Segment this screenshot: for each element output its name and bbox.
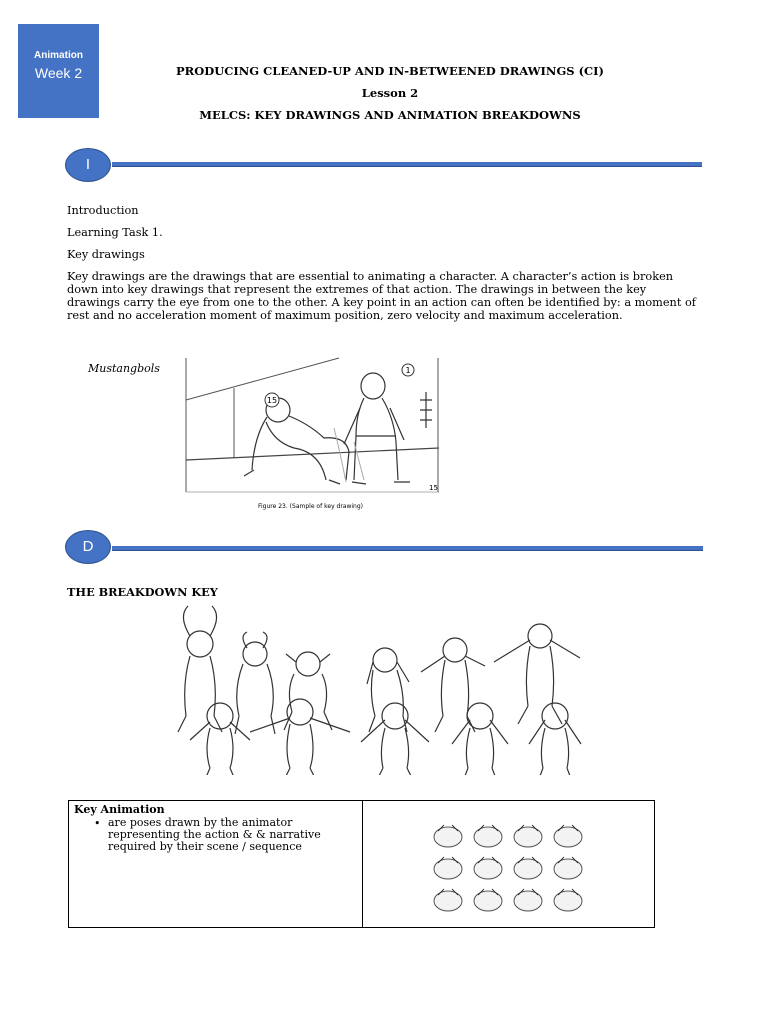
- melcs-heading: MELCS: KEY DRAWINGS AND ANIMATION BREAKDOWNS: [199, 108, 581, 122]
- key-animation-heading: Key Animation: [74, 803, 165, 816]
- section-d-marker: D: [66, 531, 110, 563]
- section-i-marker: I: [66, 149, 110, 181]
- key-animation-table: [68, 800, 655, 928]
- key-animation-heads-illustration: [428, 819, 608, 919]
- corner-mark: 15: [429, 484, 438, 492]
- figure-caption: Figure 23. (Sample of key drawing): [258, 503, 363, 510]
- key-label-1: 1: [405, 366, 411, 375]
- key-drawings-subheading: Key drawings: [67, 248, 145, 261]
- learning-task-label: Learning Task 1.: [67, 226, 163, 239]
- figure-signature: Mustangbols: [88, 362, 160, 375]
- key-drawing-figure: [84, 352, 444, 497]
- badge-week: Week 2: [34, 65, 83, 81]
- key-animation-definition: are poses drawn by the animator representing the action & & narrative required by their scene / sequence: [108, 816, 321, 853]
- week-badge: [18, 24, 99, 118]
- breakdown-poses-illustration: [170, 600, 590, 775]
- document-title: PRODUCING CLEANED-UP AND IN-BETWEENED DRAWINGS (CI): [176, 64, 604, 78]
- key-drawings-paragraph: Key drawings are the drawings that are essential to animating a character. A character’s action is broken down into key drawings that represent the extremes of that action. The drawings in between the key drawings carry the eye from one to the other. A key point in an action can often be identified by: a moment of rest and no acceleration moment of maximum position, zero velocity and maximum acceleration.: [67, 270, 696, 322]
- key-label-15: 15: [266, 396, 278, 405]
- section-d-divider: [112, 546, 703, 551]
- bullet-dot: •: [94, 817, 101, 830]
- lesson-label: Lesson 2: [361, 86, 419, 100]
- key-animation-text-cell: [69, 801, 363, 928]
- badge-subject: Animation: [34, 50, 83, 61]
- introduction-label: Introduction: [67, 204, 139, 217]
- breakdown-key-title: THE BREAKDOWN KEY: [67, 585, 218, 599]
- section-i-divider: [112, 162, 702, 167]
- key-animation-image-cell: [363, 801, 655, 928]
